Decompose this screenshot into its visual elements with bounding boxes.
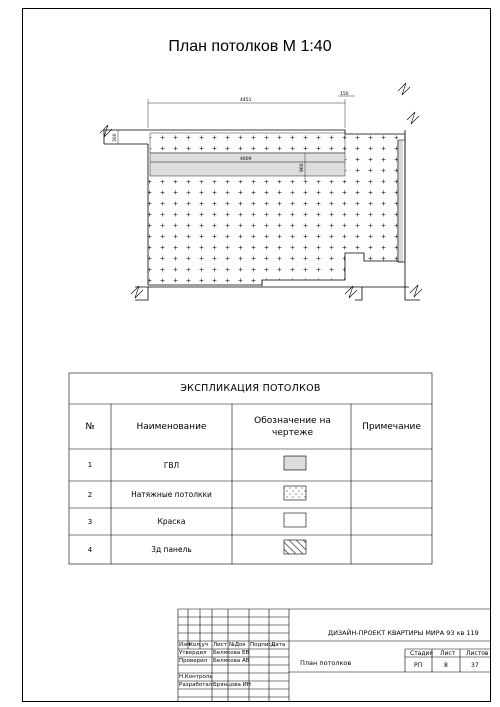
col-symbol-header: Обозначение на чертеже [254,415,331,438]
symbol-stretch-ceiling-icon [284,486,306,500]
row-4-name: 3д панель [151,545,192,554]
col-name-header: Наименование [136,421,207,432]
dim-top-right: 150 [340,92,349,97]
symbol-3d-panel-icon [284,540,306,554]
ceiling-zone-paint-top [150,133,345,153]
dim-top: 4451 [240,98,252,103]
dim-inner: 4609 [240,157,252,162]
tb-control-label: Н.Контроль [179,674,213,680]
tb-checked-name: Белякова АВ [213,658,250,664]
tb-label-list: Лист [213,642,227,648]
tb-sheets-label: Листов [466,650,489,657]
row-2-name: Натяжные потолкки [131,490,212,499]
row-2-num: 2 [87,490,93,499]
dim-left: 300 [113,133,118,142]
row-1-name: ГВЛ [163,460,180,470]
row-1-num: 1 [87,461,93,469]
tb-approved-label: Утвердил [179,650,207,656]
tb-approved-name: Белякова ЕВ [213,650,250,656]
row-3-name: Краска [157,517,186,526]
page-title: План потолков М 1:40 [168,38,332,55]
explication-heading: ЭКСПЛИКАЦИЯ ПОТОЛКОВ [180,383,321,394]
tb-sheets-value: 37 [471,662,479,669]
tb-label-kol: Кол.уч [189,642,209,648]
symbol-gvl-icon [284,456,306,470]
tb-sheet-value: 8 [444,662,448,669]
tb-label-izm: Изм. [179,642,192,648]
row-4-num: 4 [87,545,93,554]
symbol-paint-icon [284,513,306,527]
col-note-header: Примечание [362,421,421,432]
tb-developed-label: Разработал [179,682,213,688]
tb-stage-label: Стадия [410,650,434,657]
tb-developed-name: Брянцова ИН [213,682,251,688]
tb-label-date: Дата [271,642,286,648]
tb-label-doc: №Док [229,642,246,648]
tb-sheet-label: Лист [440,650,456,657]
tb-label-sign: Подпись [250,642,275,648]
tb-checked-label: Проверил [179,658,208,664]
col-num-header: № [85,421,95,432]
tb-sheet-name: План потолков [300,659,352,667]
tb-project-title: ДИЗАЙН-ПРОЕКТ КВАРТИРЫ МИРА 93 кв 119 [328,629,479,637]
row-3-num: 3 [87,517,93,526]
tb-stage-value: РП [414,662,423,669]
dim-vertical: 860 [300,163,305,172]
